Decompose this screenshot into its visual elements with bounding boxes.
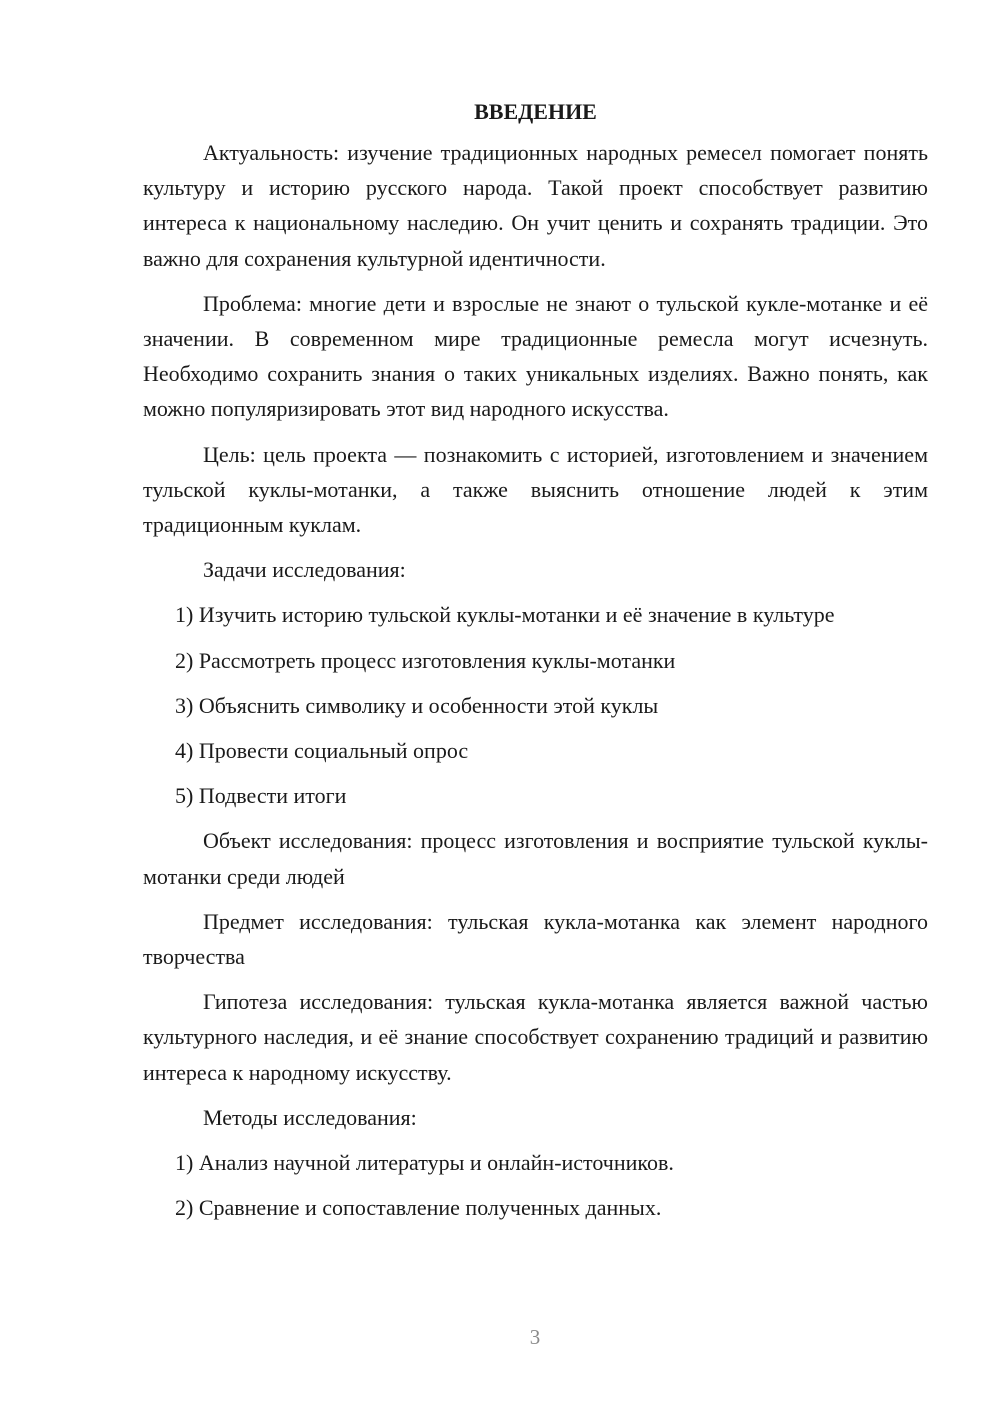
methods-heading: Методы исследования:	[203, 1104, 417, 1130]
tasks-heading: Задачи исследования:	[203, 557, 406, 583]
list-item: 5) Подвести итоги	[175, 783, 347, 809]
list-item: 1) Изучить историю тульской куклы-мотанки и её значение в культуре	[175, 602, 835, 628]
paragraph-problem: Проблема: многие дети и взрослые не знают о тульской кукле-мотанке и её значении. В современном мире традиционные ремесла могут исчезнуть. Необходимо сохранить знания о таких уникальных изделиях. Важно понять, как можно популяризировать этот вид народного искусства.	[143, 290, 928, 422]
page-title: ВВЕДЕНИЕ	[474, 99, 597, 124]
paragraph-object: Объект исследования: процесс изготовления и восприятие тульской куклы-мотанки среди людей	[143, 828, 928, 889]
paragraph-relevance: Актуальность: изучение традиционных народных ремесел помогает понять культуру и историю русского народа. Такой проект способствует развитию интереса к национальному наследию. Он учит ценить и сохранять традиции. Это важно для сохранения культурной идентичности.	[143, 140, 928, 271]
methods-list	[143, 1145, 928, 1225]
page-number: 3	[529, 1325, 541, 1349]
list-item: 2) Сравнение и сопоставление полученных данных.	[175, 1195, 662, 1221]
list-item: 4) Провести социальный опрос	[175, 738, 469, 764]
tasks-list	[143, 597, 928, 813]
paragraph-goal: Цель: цель проекта — познакомить с историей, изготовлением и значением тульской куклы-мотанки, а также выяснить отношение людей к этим традиционным куклам.	[143, 441, 928, 538]
list-item: 1) Анализ научной литературы и онлайн-источников.	[175, 1150, 674, 1176]
paragraph-subject: Предмет исследования: тульская кукла-мотанка как элемент народного творчества	[143, 908, 928, 970]
document-page	[143, 94, 928, 1225]
list-item: 3) Объяснить символику и особенности этой куклы	[175, 692, 659, 718]
paragraph-hypothesis: Гипотеза исследования: тульская кукла-мотанка является важной частью культурного наследия, и её знание способствует сохранению традиций и развитию интереса к народному искусству.	[143, 989, 928, 1085]
list-item: 2) Рассмотреть процесс изготовления куклы-мотанки	[175, 647, 676, 673]
